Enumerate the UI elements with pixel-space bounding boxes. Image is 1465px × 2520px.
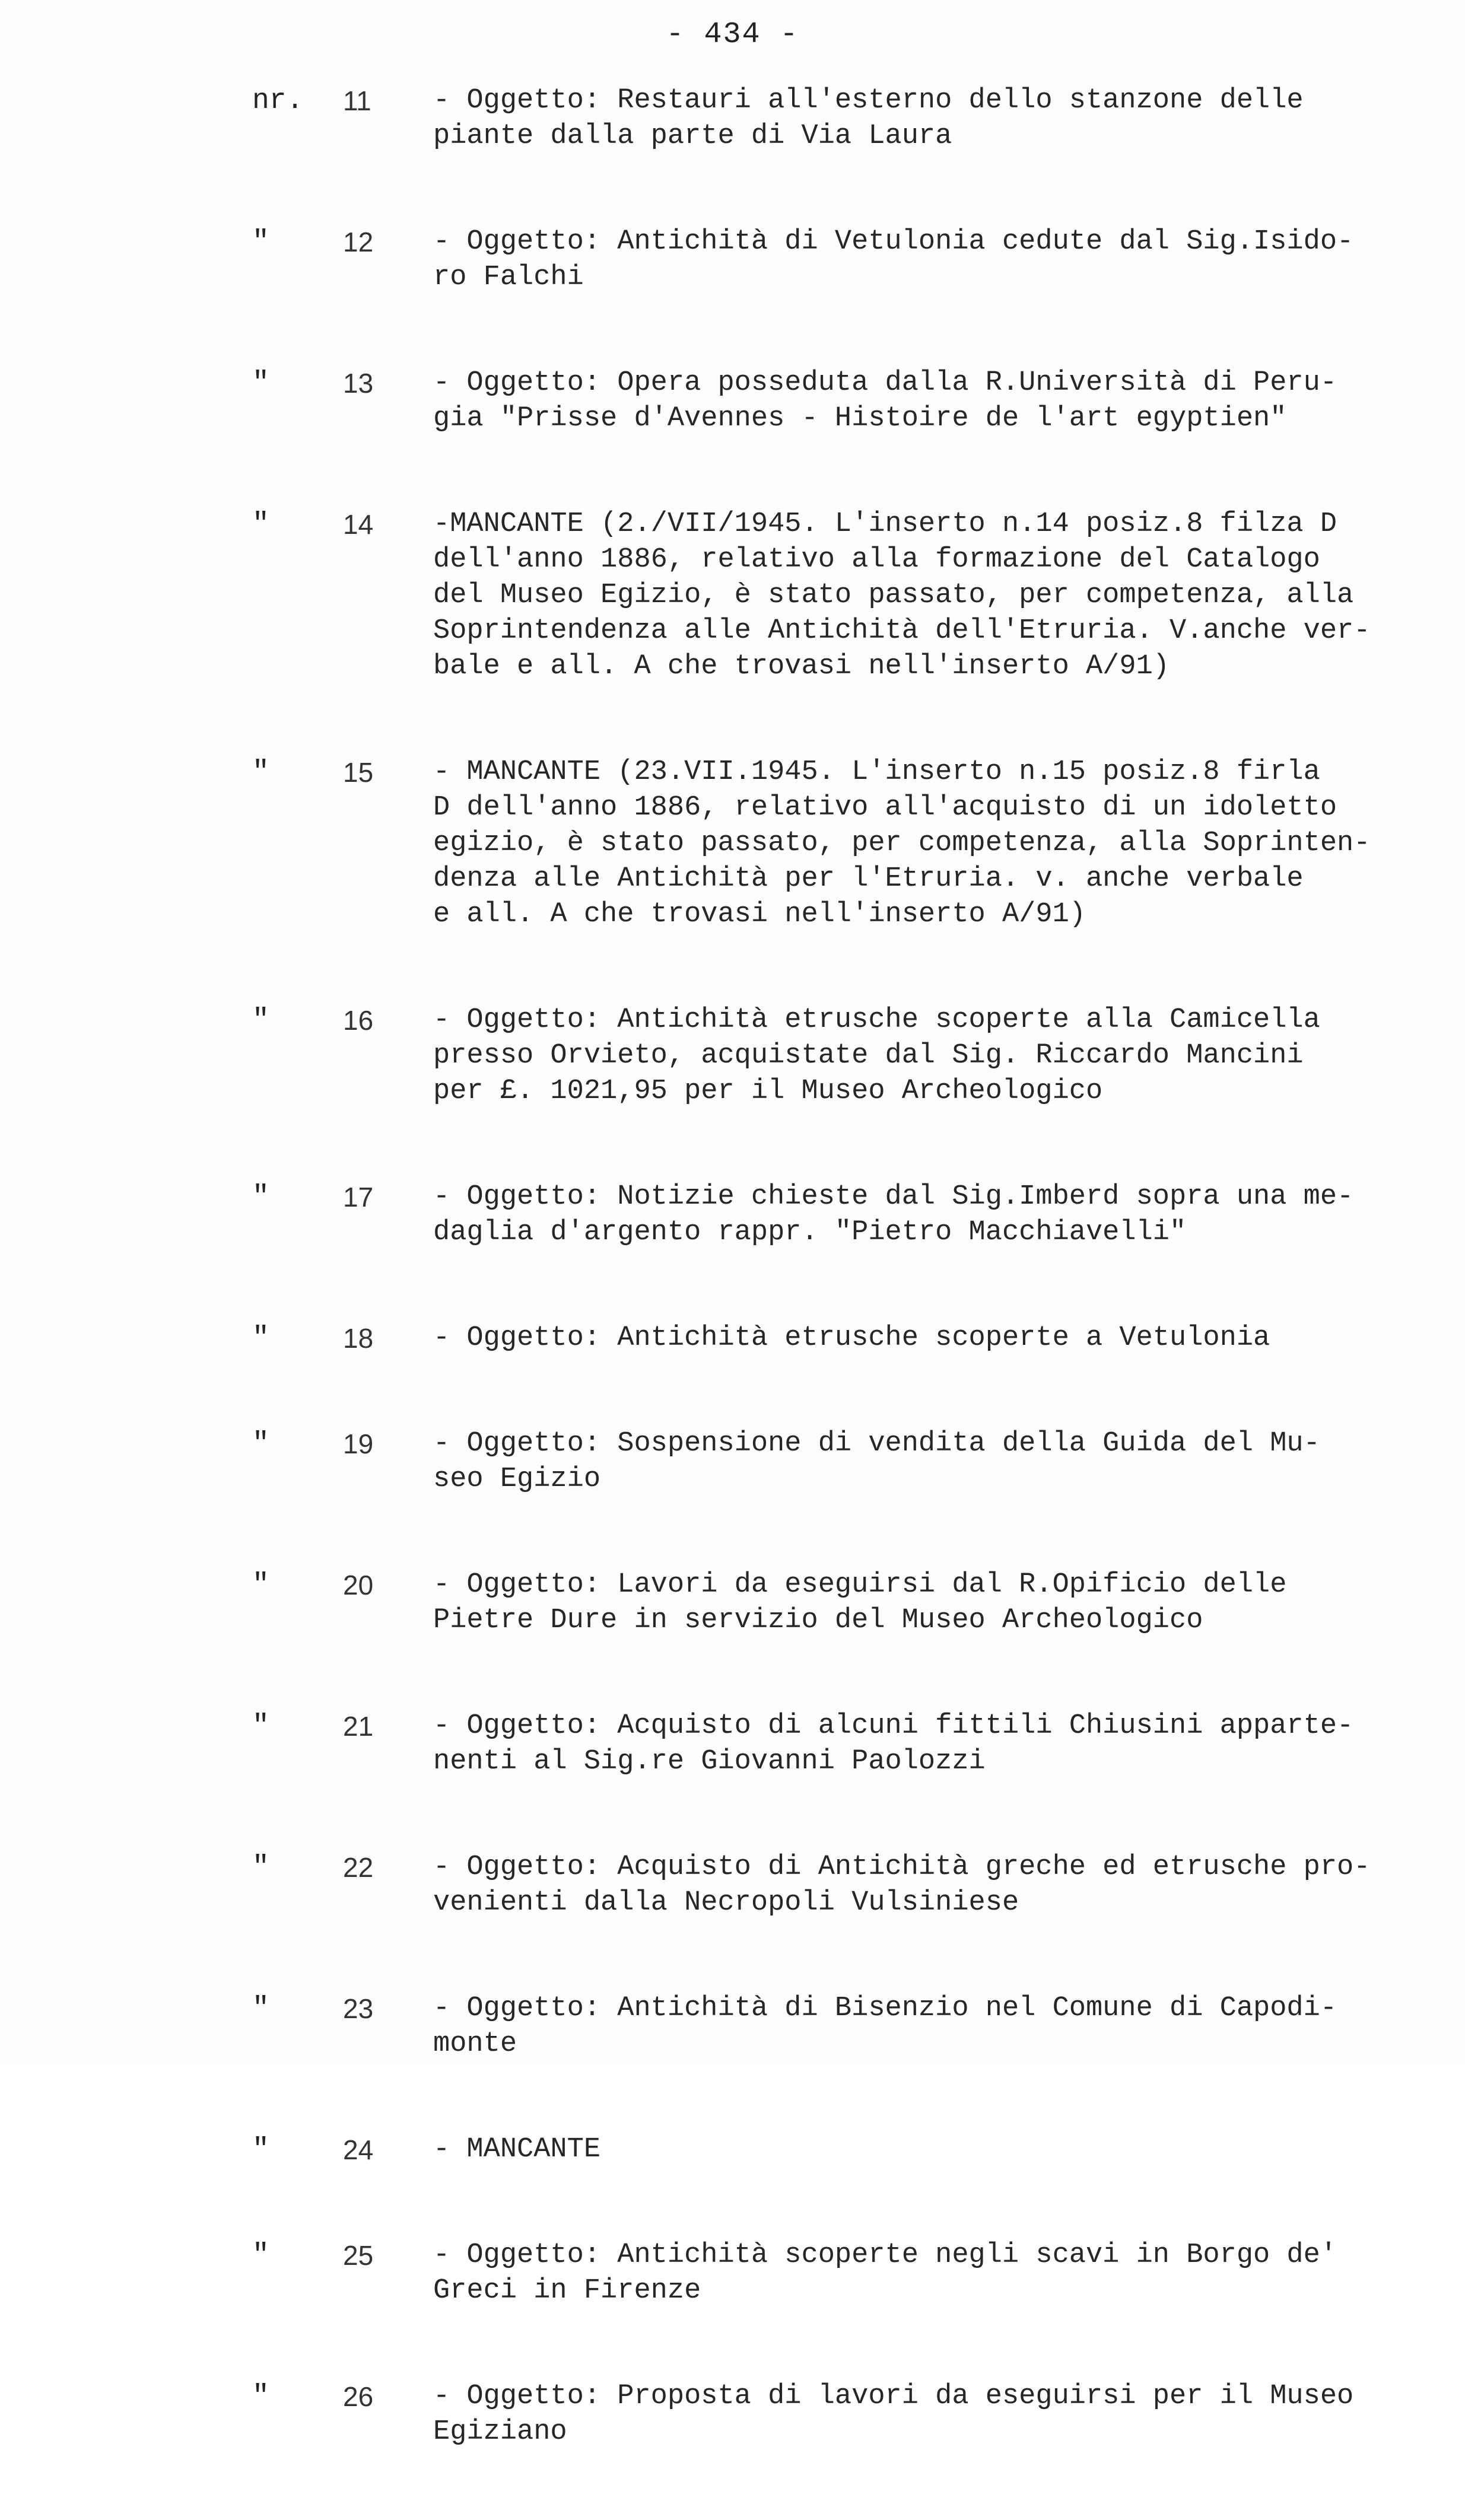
entry-text-line: - Oggetto: Restauri all'esterno dello stanzone delle bbox=[433, 85, 1304, 116]
entry-row bbox=[0, 507, 1465, 685]
entry-text-line: Egiziano bbox=[433, 2416, 567, 2448]
entry-text bbox=[433, 224, 1430, 295]
entry-text bbox=[433, 2132, 1430, 2168]
entry-text-line: egizio, è stato passato, per competenza, alla Soprinten- bbox=[433, 828, 1371, 859]
entry-prefix: " bbox=[252, 367, 269, 399]
entry-text-line: gia "Prisse d'Avennes - Histoire de l'art egyptien" bbox=[433, 403, 1287, 434]
entry-text bbox=[433, 2379, 1430, 2450]
entry-row bbox=[0, 1321, 1465, 1356]
entry-list bbox=[0, 83, 1465, 2520]
entry-row bbox=[0, 224, 1465, 295]
entry-text bbox=[433, 1708, 1430, 1780]
entry-text bbox=[433, 755, 1430, 933]
entry-row bbox=[0, 1179, 1465, 1251]
entry-prefix: " bbox=[252, 508, 269, 540]
entry-row bbox=[0, 755, 1465, 933]
entry-text-line: - MANCANTE bbox=[433, 2134, 601, 2165]
entry-text-line: dell'anno 1886, relativo alla formazione del Catalogo bbox=[433, 544, 1320, 575]
entry-prefix: " bbox=[252, 2134, 269, 2166]
entry-row bbox=[0, 2379, 1465, 2450]
entry-row bbox=[0, 1991, 1465, 2062]
entry-prefix: " bbox=[252, 1322, 269, 1354]
entry-text-line: Pietre Dure in servizio del Museo Archeologico bbox=[433, 1605, 1203, 1636]
entry-prefix: " bbox=[252, 1569, 269, 1601]
entry-number: 26 bbox=[343, 2381, 374, 2412]
entry-text-line: - Oggetto: Antichità etrusche scoperte a Vetulonia bbox=[433, 1322, 1270, 1354]
entry-text bbox=[433, 1179, 1430, 1251]
entry-number: 20 bbox=[343, 1570, 374, 1601]
entry-prefix: " bbox=[252, 2239, 269, 2271]
entry-number: 18 bbox=[343, 1323, 374, 1354]
entry-text-line: D dell'anno 1886, relativo all'acquisto di un idoletto bbox=[433, 792, 1337, 823]
entry-row bbox=[0, 1426, 1465, 1497]
entry-text-line: - MANCANTE (23.VII.1945. L'inserto n.15 posiz.8 firla bbox=[433, 756, 1320, 788]
entry-prefix: " bbox=[252, 1993, 269, 2025]
entry-number: 24 bbox=[343, 2134, 374, 2165]
entry-number: 11 bbox=[343, 85, 371, 116]
entry-text bbox=[433, 1426, 1430, 1497]
entry-text-line: del Museo Egizio, è stato passato, per competenza, alla bbox=[433, 580, 1354, 611]
entry-number: 17 bbox=[343, 1182, 374, 1213]
entry-number: 25 bbox=[343, 2240, 374, 2271]
entry-prefix: " bbox=[252, 756, 269, 788]
entry-text-line: - Oggetto: Opera posseduta dalla R.Università di Peru- bbox=[433, 367, 1337, 399]
entry-text bbox=[433, 1003, 1430, 1109]
entry-number: 23 bbox=[343, 1993, 374, 2024]
entry-text bbox=[433, 1850, 1430, 1921]
entry-text-line: - Oggetto: Proposta di lavori da eseguirsi per il Museo bbox=[433, 2381, 1354, 2412]
entry-number: 16 bbox=[343, 1005, 374, 1036]
entry-text bbox=[433, 2238, 1430, 2309]
entry-text-line: e all. A che trovasi nell'inserto A/91) bbox=[433, 899, 1086, 930]
entry-row bbox=[0, 1003, 1465, 1109]
entry-prefix: nr. bbox=[252, 85, 304, 117]
entry-text-line: - Oggetto: Acquisto di alcuni fittili Chiusini apparte- bbox=[433, 1710, 1354, 1742]
entry-number: 12 bbox=[343, 227, 374, 257]
entry-text-line: seo Egizio bbox=[433, 1463, 601, 1495]
entry-text-line: denza alle Antichità per l'Etruria. v. anche verbale bbox=[433, 863, 1304, 895]
entry-row bbox=[0, 2132, 1465, 2168]
entry-text-line: Soprintendenza alle Antichità dell'Etruria. V.anche ver- bbox=[433, 615, 1371, 647]
entry-text bbox=[433, 365, 1430, 437]
entry-text-line: venienti dalla Necropoli Vulsiniese bbox=[433, 1887, 1019, 1918]
entry-text-line: - Oggetto: Antichità etrusche scoperte alla Camicella bbox=[433, 1004, 1320, 1036]
entry-number: 14 bbox=[343, 509, 374, 540]
entry-text bbox=[433, 83, 1430, 154]
entry-text-line: - Oggetto: Antichità scoperte negli scavi in Borgo de' bbox=[433, 2239, 1337, 2271]
entry-prefix: " bbox=[252, 1004, 269, 1036]
entry-text bbox=[433, 507, 1430, 685]
entry-text bbox=[433, 1567, 1430, 1638]
entry-text-line: - Oggetto: Acquisto di Antichità greche ed etrusche pro- bbox=[433, 1851, 1371, 1883]
entry-prefix: " bbox=[252, 226, 269, 258]
entry-row bbox=[0, 2238, 1465, 2309]
entry-text-line: nenti al Sig.re Giovanni Paolozzi bbox=[433, 1746, 986, 1777]
entry-number: 13 bbox=[343, 368, 374, 399]
entry-text-line: presso Orvieto, acquistate dal Sig. Riccardo Mancini bbox=[433, 1040, 1304, 1071]
entry-row bbox=[0, 83, 1465, 154]
entry-text-line: - Oggetto: Notizie chieste dal Sig.Imberd sopra una me- bbox=[433, 1181, 1354, 1213]
entry-prefix: " bbox=[252, 1428, 269, 1460]
entry-text-line: bale e all. A che trovasi nell'inserto A/91) bbox=[433, 651, 1170, 682]
entry-row bbox=[0, 1850, 1465, 1921]
entry-text-line: ro Falchi bbox=[433, 262, 584, 293]
entry-text-line: - Oggetto: Antichità di Bisenzio nel Comune di Capodi- bbox=[433, 1993, 1337, 2024]
entry-text-line: Greci in Firenze bbox=[433, 2275, 701, 2306]
entry-text-line: daglia d'argento rappr. "Pietro Macchiavelli" bbox=[433, 1217, 1187, 1248]
entry-text-line: monte bbox=[433, 2028, 517, 2060]
entry-text-line: per £. 1021,95 per il Museo Archeologico bbox=[433, 1076, 1103, 1107]
entry-number: 22 bbox=[343, 1852, 374, 1883]
entry-prefix: " bbox=[252, 2381, 269, 2413]
entry-text bbox=[433, 1991, 1430, 2062]
entry-number: 19 bbox=[343, 1428, 374, 1459]
entry-text-line: - Oggetto: Sospensione di vendita della Guida del Mu- bbox=[433, 1428, 1320, 1459]
entry-text-line: piante dalla parte di Via Laura bbox=[433, 120, 952, 152]
entry-text bbox=[433, 1321, 1430, 1356]
entry-prefix: " bbox=[252, 1181, 269, 1213]
entry-row bbox=[0, 1708, 1465, 1780]
entry-row bbox=[0, 1567, 1465, 1638]
entry-prefix: " bbox=[252, 1710, 269, 1742]
entry-row bbox=[0, 365, 1465, 437]
entry-number: 15 bbox=[343, 757, 374, 788]
page-number: - 434 - bbox=[666, 18, 799, 52]
entry-number: 21 bbox=[343, 1711, 374, 1742]
entry-text-line: -MANCANTE (2./VII/1945. L'inserto n.14 posiz.8 filza D bbox=[433, 508, 1337, 540]
entry-text-line: - Oggetto: Lavori da eseguirsi dal R.Opificio delle bbox=[433, 1569, 1287, 1601]
entry-text-line: - Oggetto: Antichità di Vetulonia cedute dal Sig.Isido- bbox=[433, 226, 1354, 257]
entry-prefix: " bbox=[252, 1851, 269, 1883]
